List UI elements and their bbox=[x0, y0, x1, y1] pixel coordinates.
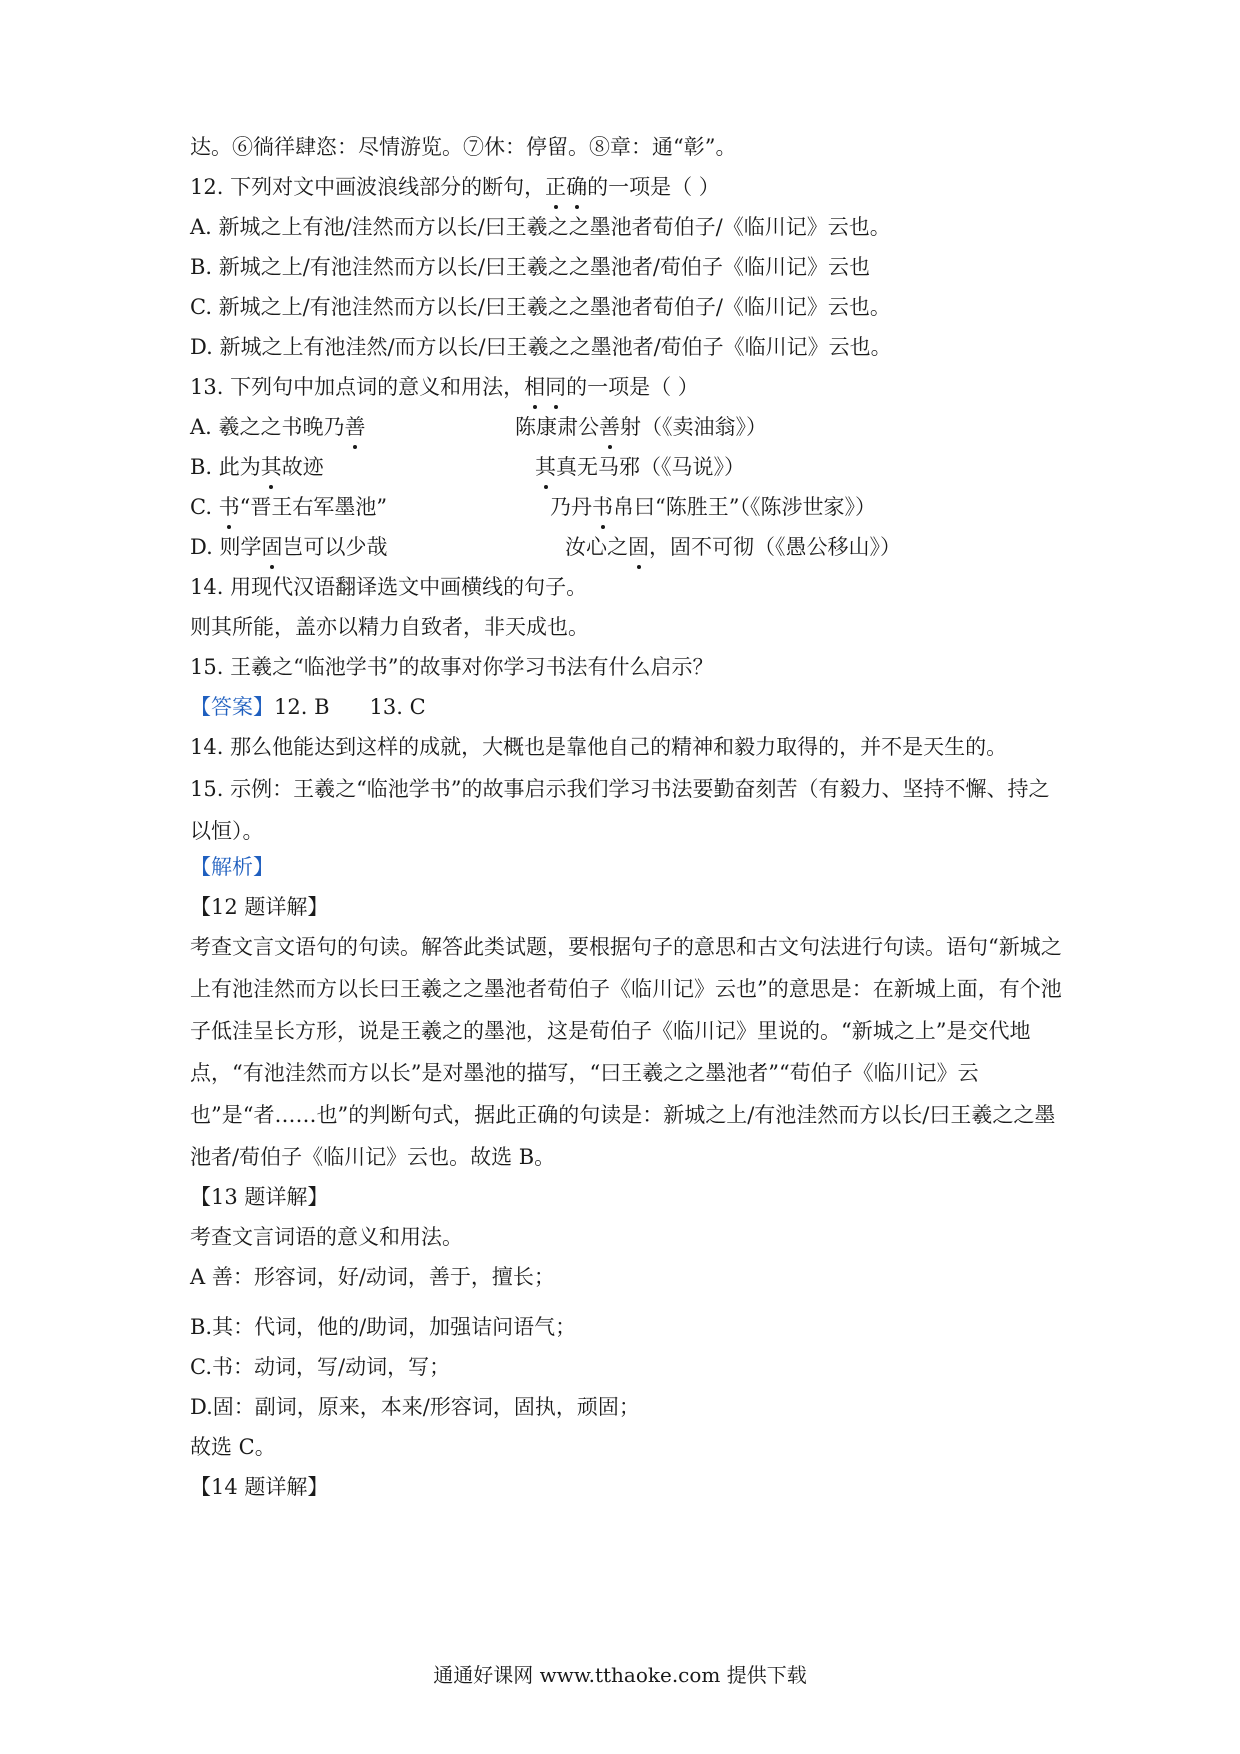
detail-13-intro: 考查文言词语的意义和用法。 bbox=[190, 1225, 463, 1249]
question-14-sentence: 则其所能，盖亦以精力自致者，非天成也。 bbox=[190, 615, 589, 639]
detail-13-title: 【13 题详解】 bbox=[190, 1185, 329, 1209]
answer-tag: 【答案】 bbox=[190, 695, 274, 719]
annotation-note: 达。⑥徜徉肆恣：尽情游览。⑦休：停留。⑧章：通“彰”。 bbox=[190, 135, 737, 159]
analysis-tag: 【解析】 bbox=[190, 855, 274, 879]
q12-option-d: D. 新城之上有池洼然/而方以长/曰王羲之之墨池者/荀伯子《临川记》云也。 bbox=[190, 335, 892, 359]
question-15-stem: 15. 王羲之“临池学书”的故事对你学习书法有什么启示？ bbox=[190, 655, 714, 679]
detail-13-item-d: D.固：副词，原来，本来/形容词，固执，顽固； bbox=[190, 1395, 640, 1419]
detail-13-item-a: A 善：形容词，好/动词，善于，擅长； bbox=[190, 1265, 555, 1289]
question-12-stem: 12. 下列对文中画波浪线部分的断句，正确的一项是（ ） bbox=[190, 172, 720, 202]
q13-option-b-compare: 其真无马邪（《马说》） bbox=[535, 452, 745, 482]
q13-option-d: D. 则学固岂可以少哉 汝心之固，固不可彻（《愚公移山》） bbox=[190, 532, 387, 562]
q13-option-a: A. 羲之之书晚乃善 陈康肃公善射（《卖油翁》） bbox=[190, 412, 366, 442]
detail-12-title: 【12 题详解】 bbox=[190, 895, 329, 919]
answer-line: 【答案】12. B 13. C bbox=[190, 695, 426, 719]
q12-option-a: A. 新城之上有池/洼然而方以长/曰王羲之之墨池者荀伯子/《临川记》云也。 bbox=[190, 215, 891, 239]
page-footer: 通通好课网 www.tthaoke.com 提供下载 bbox=[433, 1663, 807, 1687]
detail-13-item-c: C.书：动词，写/动词，写； bbox=[190, 1355, 451, 1379]
emphasis-dot-char: 确 bbox=[566, 172, 587, 202]
q13-option-c-compare: 乃丹书帛曰“陈胜王”（《陈涉世家》） bbox=[550, 492, 876, 522]
emphasis-dot-char: 同 bbox=[545, 372, 566, 402]
q13-option-a-compare: 陈康肃公善射（《卖油翁》） bbox=[515, 412, 767, 442]
q12-option-b: B. 新城之上/有池洼然而方以长/曰王羲之之墨池者/荀伯子《临川记》云也 bbox=[190, 255, 871, 279]
q12-option-c: C. 新城之上/有池洼然而方以长/曰王羲之之墨池者荀伯子/《临川记》云也。 bbox=[190, 295, 891, 319]
q13-option-d-compare: 汝心之固，固不可彻（《愚公移山》） bbox=[565, 532, 901, 562]
detail-13-conclusion: 故选 C。 bbox=[190, 1435, 276, 1459]
answer-14: 14. 那么他能达到这样的成就，大概也是靠他自己的精神和毅力取得的，并不是天生的。 bbox=[190, 735, 1008, 759]
detail-13-item-b: B.其：代词，他的/助词，加强诘问语气； bbox=[190, 1315, 577, 1339]
question-13-stem: 13. 下列句中加点词的意义和用法，相同的一项是（ ） bbox=[190, 372, 699, 402]
q13-option-b: B. 此为其故迹 其真无马邪（《马说》） bbox=[190, 452, 324, 482]
emphasis-dot-char: 相 bbox=[524, 372, 545, 402]
detail-14-title: 【14 题详解】 bbox=[190, 1475, 329, 1499]
question-14-stem: 14. 用现代汉语翻译选文中画横线的句子。 bbox=[190, 575, 588, 599]
answer-15: 15. 示例：王羲之“临池学书”的故事启示我们学习书法要勤奋刻苦（有毅力、坚持不懈、持之以恒）。 bbox=[190, 777, 1050, 843]
q13-option-c: C. 书“晋王右军墨池” 乃丹书帛曰“陈胜王”（《陈涉世家》） bbox=[190, 492, 387, 522]
emphasis-dot-char: 正 bbox=[545, 172, 566, 202]
detail-12-body: 考查文言文语句的句读。解答此类试题，要根据句子的意思和古文句法进行句读。语句“新城之上有池洼然而方以长曰王羲之之墨池者荀伯子《临川记》云也”的意思是：在新城上面，有个池子低洼呈长方形，说是王羲之的墨池，这是荀伯子《临川记》里说的。“新城之上”是交代地点，“有池洼然而方以长”是对墨池的描写，“曰王羲之之墨池者”“荀伯子《临川记》云也”是“者……也”的判断句式，据此正确的句读是：新城之上/有池洼然而方以长/曰王羲之之墨池者/荀伯子《临川记》云也。故选 B。 bbox=[190, 935, 1062, 1169]
